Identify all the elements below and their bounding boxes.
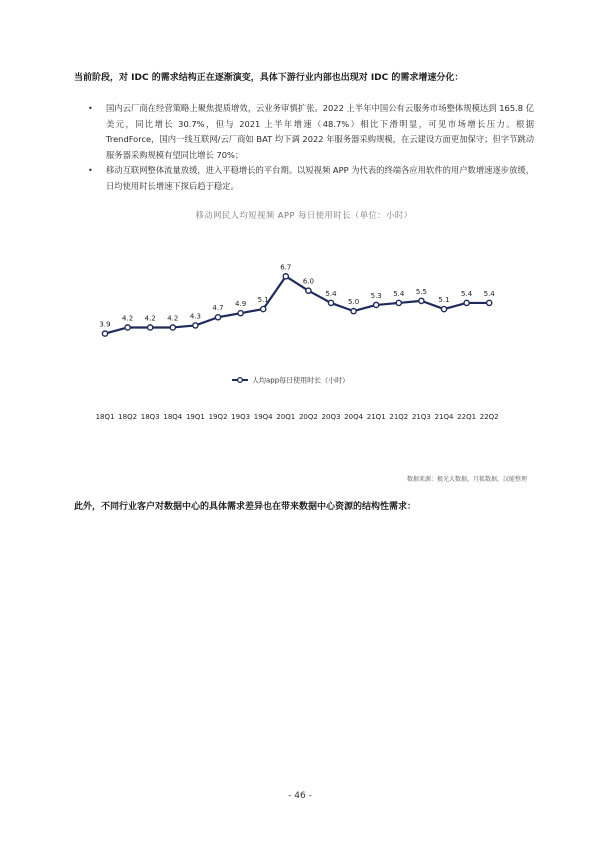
bullet-list xyxy=(74,101,534,194)
x-tick-label: 18Q1 xyxy=(95,413,115,421)
x-tick-label: 22Q1 xyxy=(457,413,477,421)
bullet-item xyxy=(74,101,534,163)
chart-title: 移动网民人均短视频 APP 每日使用时长（单位：小时） xyxy=(195,210,413,220)
x-tick-label: 21Q3 xyxy=(411,413,431,421)
data-point xyxy=(328,300,333,305)
x-tick-label: 19Q1 xyxy=(185,413,205,421)
x-tick-label: 22Q2 xyxy=(479,413,499,421)
x-tick-label: 19Q4 xyxy=(253,413,273,421)
x-tick-label: 20Q1 xyxy=(276,413,296,421)
x-tick-label: 18Q2 xyxy=(118,413,138,421)
data-point xyxy=(396,300,401,305)
bullet-item xyxy=(74,163,534,194)
legend-marker-icon xyxy=(238,378,243,383)
data-label: 5.1 xyxy=(438,296,450,305)
x-tick-label: 19Q3 xyxy=(231,413,251,421)
data-point xyxy=(283,274,288,279)
data-point xyxy=(193,323,198,328)
data-label: 5.0 xyxy=(348,298,360,307)
x-tick-label: 20Q3 xyxy=(321,413,341,421)
data-point xyxy=(102,331,107,336)
data-label: 3.9 xyxy=(99,320,111,329)
data-label: 4.3 xyxy=(189,312,201,321)
data-point xyxy=(261,306,266,311)
chart-legend xyxy=(232,376,349,385)
data-label: 4.2 xyxy=(144,314,156,323)
intro-paragraph: 当前阶段，对 IDC 的需求结构正在逐渐演变，具体下游行业内部也出现对 IDC 的需求增速分化： xyxy=(74,73,464,83)
data-point xyxy=(170,325,175,330)
x-tick-label: 20Q4 xyxy=(344,413,364,421)
bullet-text: 国内云厂商在经营策略上聚焦提质增效，云业务审慎扩张。2022 上半年中国公有云服务市场整体规模达到 165.8 亿美元，同比增长 30.7%，但与 2021 上半年增速（48.7%）相比下滑明显，可见市场增长压力。根据 TrendForce，国内一线互联网/云厂商如 BAT 均下调 2022 年服务器采购规模，在云建设方面更加保守；但字节跳动服务器采购规模有望同比增长 70%； xyxy=(106,103,534,160)
data-label: 4.9 xyxy=(235,300,247,309)
data-source: 数据来源：极光大数据，月狐数据，汉能整理 xyxy=(406,476,527,483)
line-chart xyxy=(74,222,534,432)
data-label: 5.4 xyxy=(325,289,337,298)
outro-paragraph: 此外，不同行业客户对数据中心的具体需求差异也在带来数据中心资源的结构性需求： xyxy=(74,502,417,512)
data-label: 5.1 xyxy=(257,296,269,305)
data-point xyxy=(351,309,356,314)
data-label: 6.0 xyxy=(302,277,314,286)
bullet-dot-icon: • xyxy=(88,104,93,113)
data-point xyxy=(419,298,424,303)
x-tick-label: 21Q1 xyxy=(366,413,386,421)
data-label: 5.4 xyxy=(461,289,473,298)
x-tick-label: 21Q2 xyxy=(389,413,409,421)
data-point xyxy=(238,311,243,316)
x-tick-label: 20Q2 xyxy=(298,413,318,421)
data-point xyxy=(487,300,492,305)
data-point xyxy=(306,288,311,293)
data-point xyxy=(125,325,130,330)
data-label: 5.4 xyxy=(393,289,405,298)
data-point xyxy=(441,306,446,311)
page-number: - 46 - xyxy=(288,791,312,801)
data-label: 5.4 xyxy=(483,289,495,298)
data-label: 4.2 xyxy=(167,314,179,323)
data-point xyxy=(215,315,220,320)
x-tick-label: 18Q3 xyxy=(140,413,160,421)
x-tick-label: 18Q4 xyxy=(163,413,183,421)
data-label: 5.3 xyxy=(370,291,382,300)
x-tick-label: 19Q2 xyxy=(208,413,228,421)
series-line xyxy=(105,276,489,333)
x-tick-label: 21Q4 xyxy=(434,413,454,421)
legend-label: 人均app每日使用时长（小时） xyxy=(252,376,350,385)
bullet-text: 移动互联网整体流量放缓，进入平稳增长的平台期。以短视频 APP 为代表的终端各应用软件的用户数增速逐步放缓，日均使用时长增速下探后趋于稳定。 xyxy=(106,165,534,191)
data-point xyxy=(374,302,379,307)
data-label: 5.5 xyxy=(415,287,427,296)
data-point xyxy=(148,325,153,330)
data-point xyxy=(464,300,469,305)
bullet-dot-icon: • xyxy=(88,166,93,175)
data-label: 6.7 xyxy=(280,263,292,272)
data-label: 4.7 xyxy=(212,304,224,313)
data-label: 4.2 xyxy=(122,314,134,323)
